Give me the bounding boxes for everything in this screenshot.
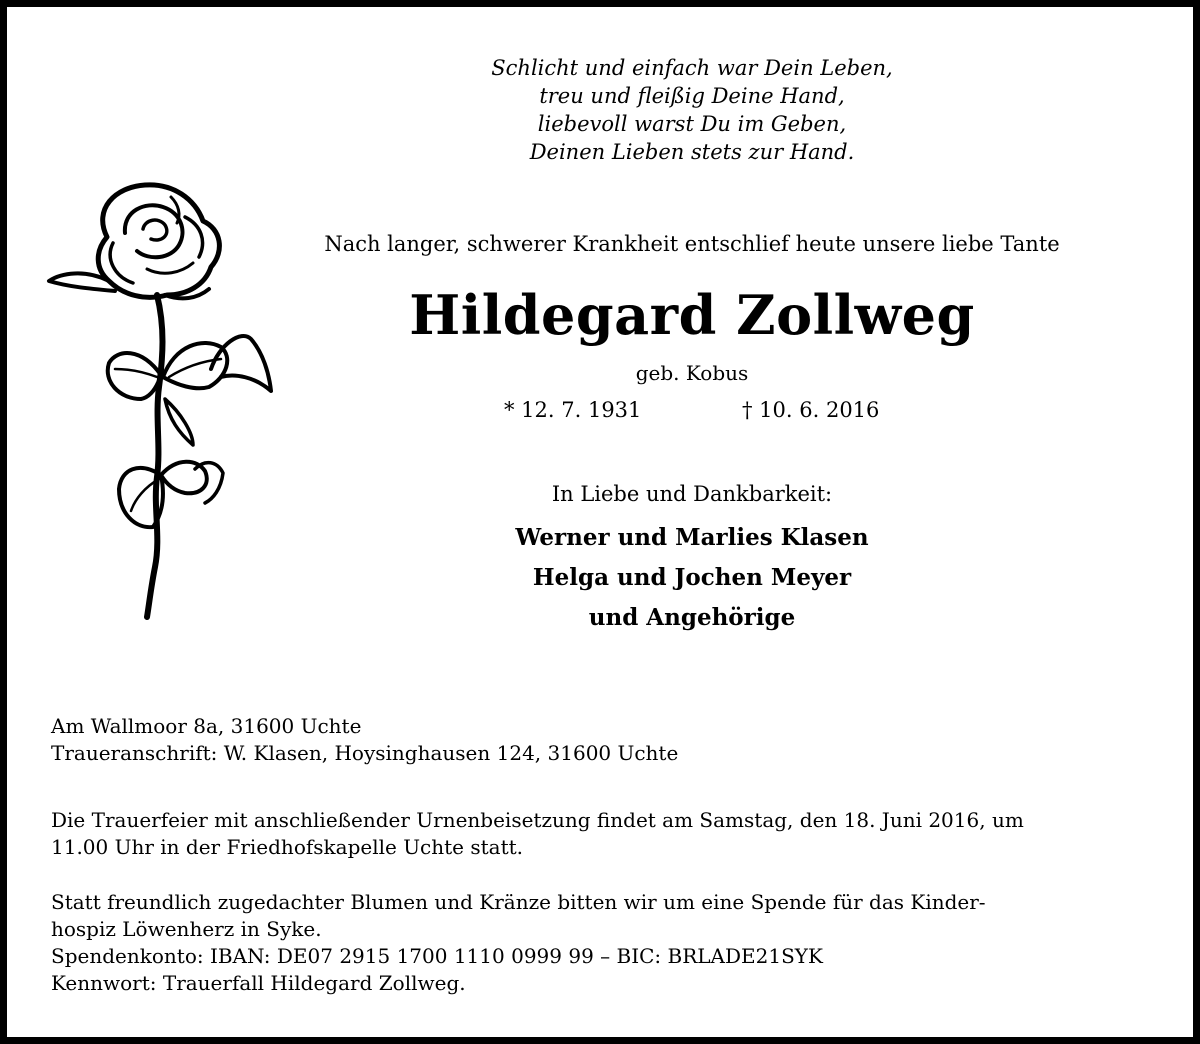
poem-line-4: Deinen Lieben stets zur Hand. [529, 140, 855, 164]
mourner-line: und Angehörige [588, 604, 796, 631]
mourning-address: Traueranschrift: W. Klasen, Hoysinghausen 124, 31600 Uchte [51, 741, 679, 765]
home-address: Am Wallmoor 8a, 31600 Uchte [51, 714, 362, 738]
thanks-line: In Liebe und Dankbarkeit: [551, 482, 833, 506]
deceased-name: Hildegard Zollweg [409, 283, 975, 347]
maiden-name: geb. Kobus [635, 361, 749, 385]
ceremony-line: Die Trauerfeier mit anschließender Urnenbeisetzung findet am Samstag, den 18. Juni 2016, um [51, 808, 1024, 832]
ceremony-line: 11.00 Uhr in der Friedhofskapelle Uchte statt. [51, 835, 524, 859]
mourner-line: Werner und Marlies Klasen [515, 524, 869, 551]
death-date: † 10. 6. 2016 [742, 398, 880, 422]
bank-details: Spendenkonto: IBAN: DE07 2915 1700 1110 0999 99 – BIC: BRLADE21SYK [51, 944, 823, 968]
donation-line: Statt freundlich zugedachter Blumen und Kränze bitten wir um eine Spende für das Kinder- [51, 890, 986, 914]
rose-icon [45, 177, 275, 622]
keyword-line: Kennwort: Trauerfall Hildegard Zollweg. [51, 971, 466, 995]
birth-date: * 12. 7. 1931 [504, 398, 642, 422]
mourner-line: Helga und Jochen Meyer [532, 564, 852, 591]
poem-line-1: Schlicht und einfach war Dein Leben, [491, 56, 893, 80]
address-block [51, 713, 1165, 767]
poem-line-2: treu und fleißig Deine Hand, [539, 84, 845, 108]
mourners-list [307, 518, 1077, 638]
poem [307, 54, 1077, 166]
ceremony-block [51, 807, 1165, 861]
poem-line-3: liebevoll warst Du im Geben, [537, 112, 847, 136]
donation-block [51, 889, 1165, 997]
intro-line: Nach langer, schwerer Krankheit entschlief heute unsere liebe Tante [324, 232, 1060, 256]
donation-line: hospiz Löwenherz in Syke. [51, 917, 322, 941]
